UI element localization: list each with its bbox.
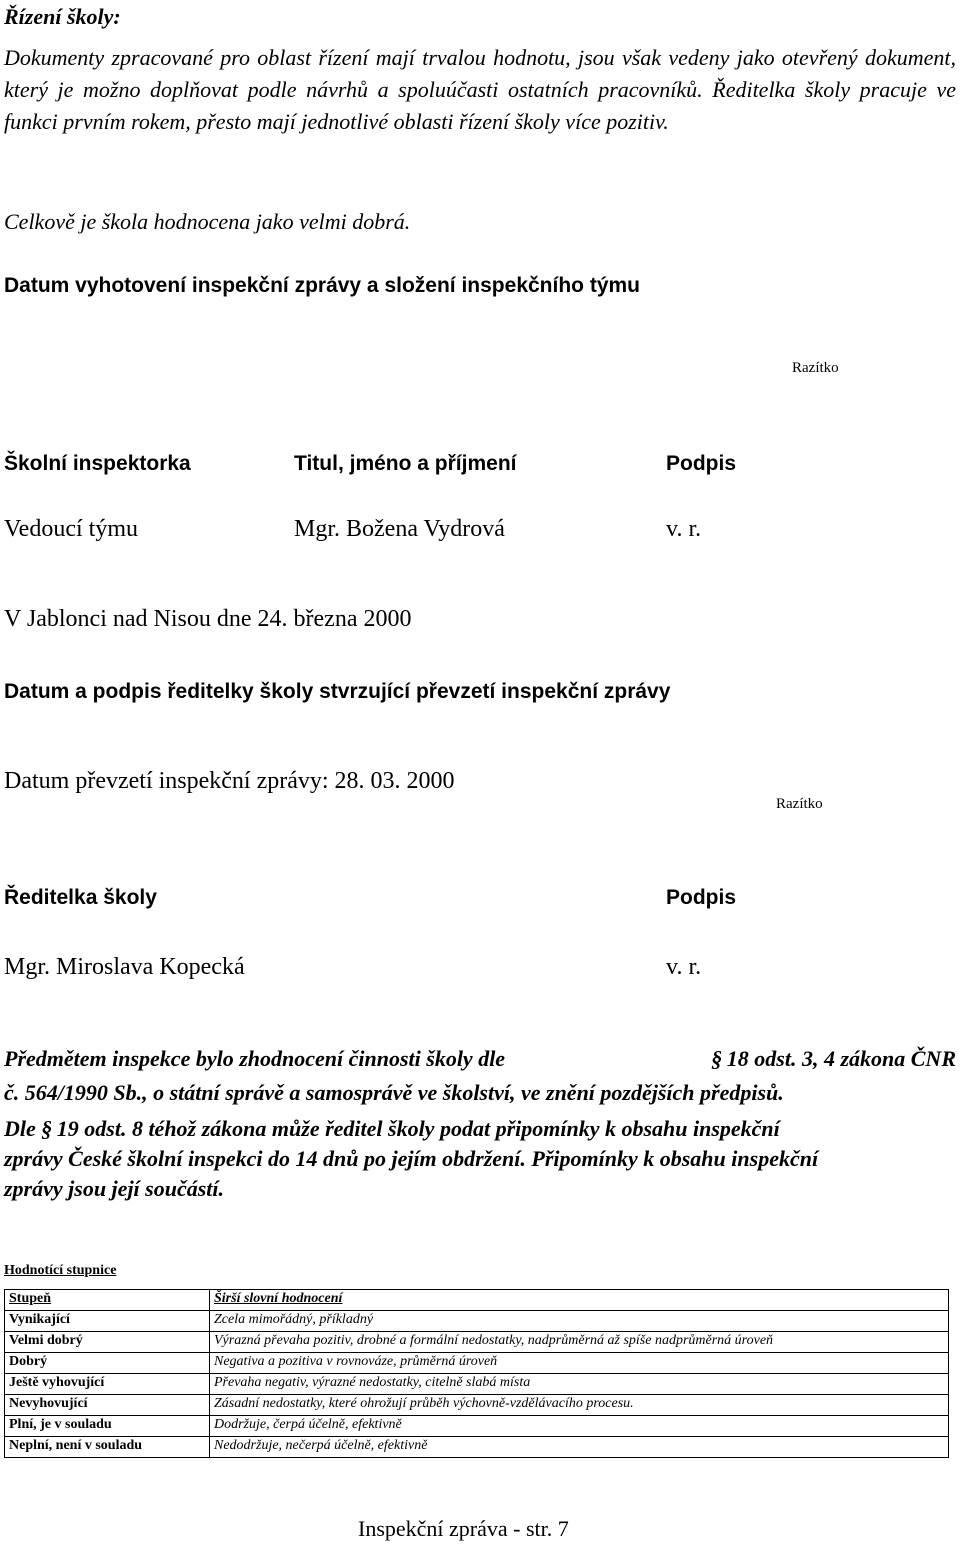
director-signature: v. r. xyxy=(666,954,702,980)
team-col-role: Školní inspektorka xyxy=(4,452,191,475)
section-title: Řízení školy: xyxy=(4,4,121,29)
director-heading: Datum a podpis ředitelky školy stvrzující převzetí inspekční zprávy xyxy=(4,680,671,703)
rating-scale-table xyxy=(4,1289,949,1458)
scale-grade: Ještě vyhovující xyxy=(5,1374,210,1395)
legal-line-4: zprávy České školní inspekci do 14 dnů po jejím obdržení. Připomínky k obsahu inspekční xyxy=(4,1146,819,1171)
scale-description: Nedodržuje, nečerpá účelně, efektivně xyxy=(210,1437,949,1458)
overall-assessment: Celkově je škola hodnocena jako velmi dobrá. xyxy=(4,209,411,234)
legal-line-3 xyxy=(4,1116,956,1142)
stamp-label-2: Razítko xyxy=(776,796,823,812)
team-col-name: Titul, jméno a příjmení xyxy=(294,452,517,475)
team-role: Vedoucí týmu xyxy=(4,516,138,542)
section-sign: § xyxy=(711,1046,723,1071)
scale-description: Zcela mimořádný, příkladný xyxy=(210,1311,949,1332)
legal-line-1a: Předmětem inspekce bylo zhodnocení činnosti školy dle xyxy=(4,1046,506,1071)
table-row xyxy=(5,1437,949,1458)
legal-line-2: č. 564/1990 Sb., o státní správě a samosprávě ve školství, ve znění pozdějších předpisů. xyxy=(4,1080,784,1105)
page-footer: Inspekční zpráva - str. 7 xyxy=(358,1516,569,1541)
legal-line-3a: Dle xyxy=(4,1116,36,1141)
table-row xyxy=(5,1395,949,1416)
director-name: Mgr. Miroslava Kopecká xyxy=(4,954,245,980)
legal-line-1b-text: 18 odst. 3, 4 zákona ČNR xyxy=(726,1046,956,1071)
director-col-signature: Podpis xyxy=(666,886,737,909)
legal-line-5: zprávy jsou její součástí. xyxy=(4,1176,225,1201)
place-date: V Jablonci nad Nisou dne 24. března 2000 xyxy=(4,606,412,632)
director-col-role: Ředitelka školy xyxy=(4,886,157,909)
scale-grade: Dobrý xyxy=(5,1353,210,1374)
legal-line-1 xyxy=(4,1046,956,1072)
scale-description: Výrazná převaha pozitiv, drobné a formální nedostatky, nadprůměrná až spíše nadprůměrná úroveň xyxy=(210,1332,949,1353)
scale-grade: Nevyhovující xyxy=(5,1395,210,1416)
scale-title: Hodnotící stupnice xyxy=(4,1263,117,1278)
team-col-signature: Podpis xyxy=(666,452,737,475)
table-row xyxy=(5,1332,949,1353)
scale-description: Převaha negativ, výrazné nedostatky, citelně slabá místa xyxy=(210,1374,949,1395)
scale-header-description: Širší slovní hodnocení xyxy=(210,1290,949,1311)
scale-grade: Plní, je v souladu xyxy=(5,1416,210,1437)
table-row xyxy=(5,1416,949,1437)
inspection-heading: Datum vyhotovení inspekční zprávy a složení inspekčního týmu xyxy=(4,274,640,297)
stamp-label: Razítko xyxy=(792,360,839,376)
table-row xyxy=(5,1290,949,1311)
management-paragraph: Dokumenty zpracované pro oblast řízení mají trvalou hodnotu, jsou však vedeny jako otevřený dokument, který je možno doplňovat podle návrhů a spoluúčasti ostatních pracovníků. Ředitelka školy pracuje ve funkci prvním rokem, přesto mají jednotlivé oblasti řízení školy více pozitiv. xyxy=(4,45,956,134)
legal-line-1b xyxy=(711,1046,956,1072)
scale-grade: Neplní, není v souladu xyxy=(5,1437,210,1458)
scale-header-grade: Stupeň xyxy=(5,1290,210,1311)
scale-description: Zásadní nedostatky, které ohrožují průběh výchovně-vzdělávacího procesu. xyxy=(210,1395,949,1416)
team-name: Mgr. Božena Vydrová xyxy=(294,516,505,542)
table-row xyxy=(5,1311,949,1332)
table-row xyxy=(5,1353,949,1374)
scale-description: Negativa a pozitiva v rovnováze, průměrná úroveň xyxy=(210,1353,949,1374)
table-row xyxy=(5,1374,949,1395)
scale-description: Dodržuje, čerpá účelně, efektivně xyxy=(210,1416,949,1437)
receipt-date: Datum převzetí inspekční zprávy: 28. 03. 2000 xyxy=(4,768,455,794)
team-signature: v. r. xyxy=(666,516,702,542)
scale-grade: Vynikající xyxy=(5,1311,210,1332)
legal-line-3b: 19 odst. 8 téhož zákona může ředitel školy podat připomínky k obsahu inspekční xyxy=(56,1116,780,1141)
scale-grade: Velmi dobrý xyxy=(5,1332,210,1353)
section-sign-2: § xyxy=(41,1116,53,1141)
